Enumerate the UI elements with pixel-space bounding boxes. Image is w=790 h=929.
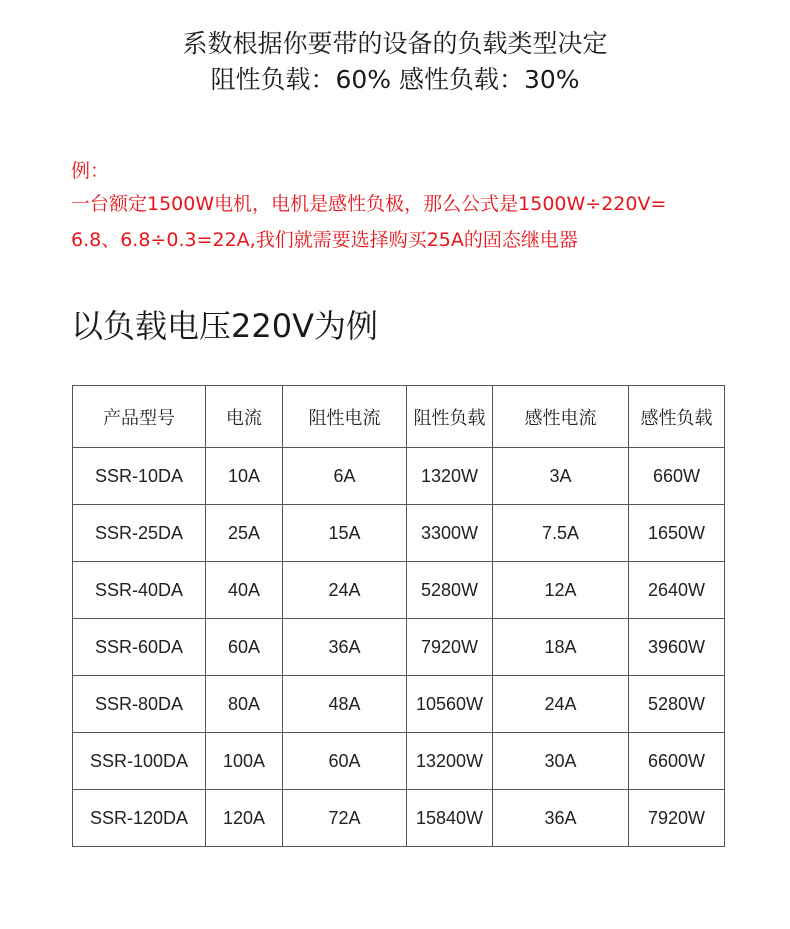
header-resistive-load: 阻性负载 <box>407 386 493 448</box>
table-row <box>73 448 725 505</box>
cell-resistive-load: 5280W <box>407 562 493 619</box>
cell-resistive-load: 15840W <box>407 790 493 847</box>
cell-resistive-current: 24A <box>283 562 407 619</box>
cell-inductive-current: 3A <box>493 448 629 505</box>
example-line-1: 一台额定1500W电机，电机是感性负极，那么公式是1500W÷220V= <box>71 193 667 215</box>
cell-resistive-load: 1320W <box>407 448 493 505</box>
cell-model: SSR-10DA <box>73 448 206 505</box>
cell-model: SSR-25DA <box>73 505 206 562</box>
cell-model: SSR-100DA <box>73 733 206 790</box>
header-model: 产品型号 <box>73 386 206 448</box>
cell-current: 100A <box>206 733 283 790</box>
cell-model: SSR-60DA <box>73 619 206 676</box>
table-row <box>73 790 725 847</box>
header-current: 电流 <box>206 386 283 448</box>
intro-line-1: 系数根据你要带的设备的负载类型决定 <box>182 29 608 58</box>
cell-current: 80A <box>206 676 283 733</box>
intro-line-2: 阻性负载：60% 感性负载：30% <box>210 65 580 94</box>
header-resistive-current: 阻性电流 <box>283 386 407 448</box>
cell-current: 10A <box>206 448 283 505</box>
cell-current: 40A <box>206 562 283 619</box>
cell-current: 25A <box>206 505 283 562</box>
cell-resistive-load: 3300W <box>407 505 493 562</box>
example-label: 例： <box>71 160 110 182</box>
intro-block <box>0 26 790 98</box>
cell-resistive-load: 7920W <box>407 619 493 676</box>
cell-inductive-load: 5280W <box>629 676 725 733</box>
table-row <box>73 562 725 619</box>
header-inductive-load: 感性负载 <box>629 386 725 448</box>
cell-model: SSR-120DA <box>73 790 206 847</box>
cell-inductive-load: 7920W <box>629 790 725 847</box>
header-inductive-current: 感性电流 <box>493 386 629 448</box>
cell-inductive-current: 12A <box>493 562 629 619</box>
cell-resistive-current: 36A <box>283 619 407 676</box>
cell-inductive-current: 30A <box>493 733 629 790</box>
cell-inductive-load: 3960W <box>629 619 725 676</box>
section-title: 以负载电压220V为例 <box>71 307 378 345</box>
cell-resistive-current: 15A <box>283 505 407 562</box>
cell-resistive-current: 60A <box>283 733 407 790</box>
cell-model: SSR-80DA <box>73 676 206 733</box>
cell-current: 120A <box>206 790 283 847</box>
cell-model: SSR-40DA <box>73 562 206 619</box>
table-row <box>73 619 725 676</box>
cell-inductive-current: 7.5A <box>493 505 629 562</box>
cell-inductive-load: 660W <box>629 448 725 505</box>
cell-resistive-current: 6A <box>283 448 407 505</box>
cell-inductive-current: 24A <box>493 676 629 733</box>
example-line-2: 6.8、6.8÷0.3=22A,我们就需要选择购买25A的固态继电器 <box>71 229 578 251</box>
cell-resistive-load: 13200W <box>407 733 493 790</box>
spec-table <box>72 385 725 847</box>
cell-resistive-current: 48A <box>283 676 407 733</box>
cell-resistive-current: 72A <box>283 790 407 847</box>
cell-inductive-current: 18A <box>493 619 629 676</box>
example-block <box>71 156 771 258</box>
cell-inductive-current: 36A <box>493 790 629 847</box>
cell-inductive-load: 1650W <box>629 505 725 562</box>
cell-resistive-load: 10560W <box>407 676 493 733</box>
cell-current: 60A <box>206 619 283 676</box>
table-row <box>73 505 725 562</box>
cell-inductive-load: 6600W <box>629 733 725 790</box>
table-row <box>73 733 725 790</box>
table-header-row <box>73 386 725 448</box>
cell-inductive-load: 2640W <box>629 562 725 619</box>
table-row <box>73 676 725 733</box>
